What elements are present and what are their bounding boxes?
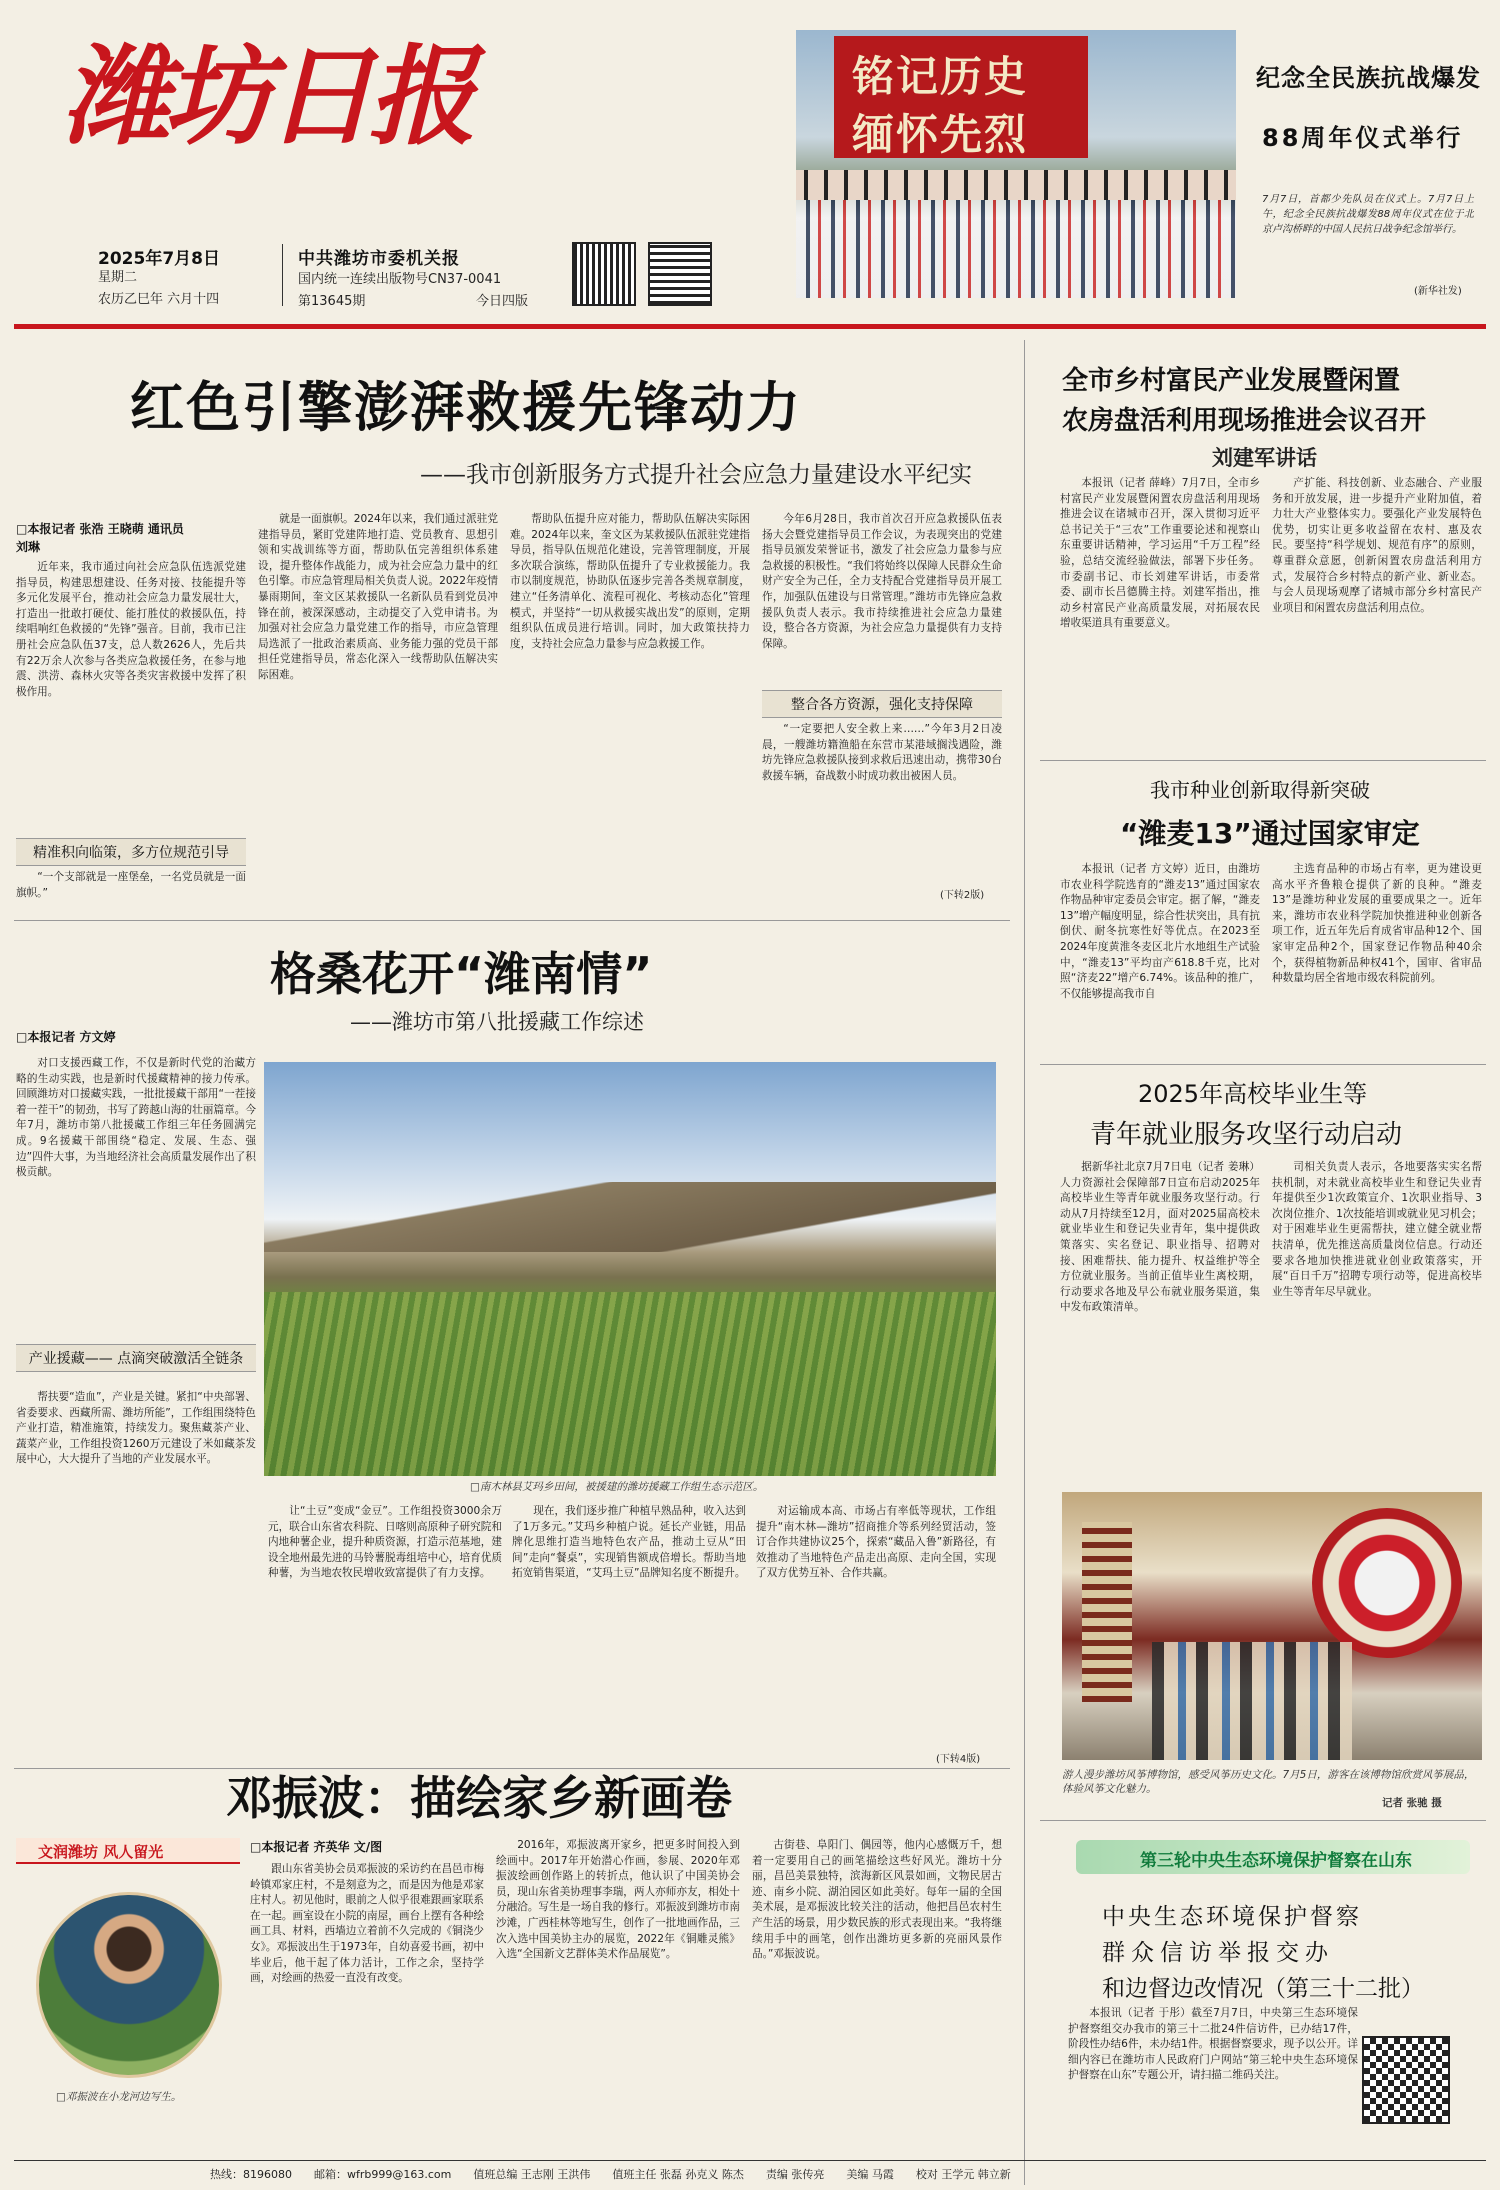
qr-code-icon[interactable] [572,242,636,306]
footer-rule [14,2160,1486,2161]
masthead-rule [14,324,1486,329]
masthead-organ: 中共潍坊市委机关报 [298,249,460,269]
lead-section-1: 精准积向临策，多方位规范引导 [16,838,246,866]
tibet-photo-caption: □南木林县艾玛乡田间，被援建的潍坊援藏工作组生态示范区。 [470,1481,764,1493]
lead-col-4b: “一定要把人安全救上来……”今年3月2日凌晨，一艘潍坊籍渔船在东营市某港域搁浅遇险，潍坊先锋应急救援队接到求救后迅速出动，携带30台救援车辆，奋战数小时成功救出被困人员。 [762,723,1002,782]
inspection-headline[interactable]: 中央生态环境保护督察 [1102,1904,1362,1930]
artist-byline: □本报记者 齐英华 文/图 [250,1840,383,1854]
museum-credit: 记者 张驰 摄 [1382,1797,1442,1809]
top-news-headline[interactable]: 88周年仪式举行 [1262,124,1464,152]
top-news-headline[interactable]: 纪念全民族抗战爆发 [1256,64,1481,92]
tibet-col-4: 对运输成本高、市场占有率低等现状，工作组提升“南木林—潍坊”招商推介等系列经贸活动，签订合作共建协议25个，探索“藏品入鲁”新路径，有效推动了当地特色产品走出高原、走向全国，实现了双方优势互补、合作共赢。 [756,1505,996,1580]
column-divider [1024,340,1025,2185]
tibet-continued: (下转4版) [936,1754,981,1765]
inspection-headline[interactable]: 群众信访举报交办 [1102,1940,1334,1966]
artist-headline[interactable]: 邓振波：描绘家乡新画卷 [226,1771,732,1825]
wheat-headline[interactable]: “潍麦13”通过国家审定 [1120,817,1420,850]
employment-headline[interactable]: 青年就业服务攻坚行动启动 [1090,1120,1403,1150]
right-top-headline[interactable]: 农房盘活利用现场推进会议召开 [1062,406,1427,436]
museum-photo [1062,1492,1482,1760]
lead-col-3: 帮助队伍提升应对能力，帮助队伍解决实际困难。2024年以来，奎文区为某救援队伍派驻党建指导员，指导队伍规范化建设，完善管理制度，开展多次联合演练，帮助队伍提升了专业救援能力。我市以制度规范，协助队伍逐步完善各类规章制度，建立“任务清单化、流程可视化、考核动态化”管理模式，并坚持“一切从救援实战出发”的原则，定期组织队伍成员进行培训。同时，加大政策扶持力度，支持社会应急力量参与应急救援工作。 [510,513,750,650]
masthead-divider [282,244,283,306]
tibet-col-1b: 帮扶要“造血”，产业是关键。紧扣“中央部署、省委要求、西藏所需、潍坊所能”，工作组围绕特色产业打造，精准施策，持续发力。聚焦藏茶产业、蔬菜产业，工作组投资1260万元建设了米如藏茶发展中心，大大提升了当地的产业发展水平。 [16,1391,256,1466]
lead-section-2: 整合各方资源，强化支持保障 [762,690,1002,718]
masthead-issue: 第13645期 [298,294,366,309]
top-news-body: 7月7日，首都少先队员在仪式上。7月7日上午，纪念全民族抗战爆发88周年仪式在位于北京卢沟桥畔的中国人民抗日战争纪念馆举行。 [1262,194,1474,235]
wheat-kicker[interactable]: 我市种业创新取得新突破 [1150,778,1370,802]
artist-col-3: 古街巷、阜阳门、偶园等，他内心感慨万千，想着一定要用自己的画笔描绘这些好风光。潍坊十分丽，昌邑美景独特，滨海新区风景如画，文物民居古迹、南乡小院、湖泊园区如此美好。每年一届的全国美术展，是邓振波比较关注的活动，他把昌邑农村生产生活的场景，用少数民族的形式表现出来。“我将继续用手中的画笔，创作出潍坊更多新的亮丽风景作品。”邓振波说。 [752,1839,1002,1961]
qr-code-icon[interactable] [648,242,712,306]
masthead-lunar: 农历乙巳年 六月十四 [98,292,220,307]
masthead-date: 2025年7月8日 [98,249,220,269]
tibet-section-1: 产业援藏—— 点滴突破激活全链条 [16,1344,256,1372]
qr-code-icon[interactable] [1362,2036,1450,2124]
artist-col-2: 2016年，邓振波离开家乡，把更多时间投入到绘画中。2017年开始潜心作画，参展、2020年邓振波绘画创作路上的转折点，他认识了中国美协会员，现山东省美协理事李瑞，两人亦师亦友，相处十分融洽。写生是一场自我的修行。邓振波到潍坊市南沙滩，广西桂林等地写生，创作了一批地画作品，三次入选中国美协主办的展览，2022年《铜雕灵熊》入选“全国新文艺群体美术作品展览”。 [496,1839,740,1961]
top-news-source: (新华社发) [1414,286,1462,297]
masthead-pages: 今日四版 [476,294,529,309]
lead-col-4: 今年6月28日，我市首次召开应急救援队伍表扬大会暨党建指导员工作会议，为表现突出的党建指导员颁发荣誉证书，激发了社会应急力量参与应急救援的积极性。“我们将始终以保障人民群众生命财产安全为己任，全力支持配合党建指导员开展工作，加强队伍建设与日常管理。”潍坊市先锋应急救援队负责人表示。我市持续推进社会应急力量建设，整合各方资源，为社会应急力量提供有力支持保障。 [762,513,1002,650]
top-news-photo-text: 铭记历史 [852,52,1029,101]
lead-col-2: 就是一面旗帜。2024年以来，我们通过派驻党建指导员，紧盯党建阵地打造、党员教育、思想引领和实战训练等方面，帮助队伍完善组织体系建设，提升整体作战能力，成为社会应急力量中的红色引擎。市应急管理局相关负责人说。2022年疫情暴雨期间，奎文区某救援队一名新队员看到党员冲锋在前，被深深感动，主动提交了入党申请书。为加强对社会应急力量党建工作的指导，市应急管理局选派了一批政治素质高、业务能力强的党员干部担任党建指导员，常态化深入一线帮助队伍解决实际困难。 [258,513,498,681]
lead-col-1: 近年来，我市通过向社会应急队伍选派党建指导员，构建思想建设、任务对接、技能提升等多元化发展平台，推动社会应急力量发展壮大，打造出一批敢打硬仗、能打胜仗的救援队伍，持续唱响红色救援的“先锋”强音。目前，我市已注册社会应急队伍37支，总人数2626人，先后共有22万余人次参与各类应急救援任务，在参与地震、洪涝、森林火灾等各类灾害救援中发挥了积极作用。 [16,561,246,698]
employment-col-2: 司相关负责人表示，各地要落实实名帮扶机制，对未就业高校毕业生和登记失业青年提供至少1次政策宣介、1次职业指导、3次岗位推介、1次技能培训或就业见习机会；对于困难毕业生更需帮扶，建立健全就业帮扶清单，优先推送高质量岗位信息。行动还要求各地加快推进就业创业政策落实，开展“百日千万”招聘专项行动等，促进高校毕业生等青年尽早就业。 [1272,1161,1482,1298]
lead-col-1b: “一个支部就是一座堡垒，一名党员就是一面旗帜。” [16,871,246,899]
section-rule [14,920,1010,921]
artist-badge-text: 文润潍坊 风人留光 [38,1843,164,1861]
footer-info: 热线：8196080 邮箱：wfrb999@163.com 值班总编 王志刚 王洪伟 值班主任 张磊 孙克义 陈杰 责编 张传亮 美编 马霞 校对 王学元 韩立新 [210,2168,1011,2181]
lead-continued: (下转2版) [940,890,985,901]
masthead-weekday: 星期二 [98,270,138,285]
tibet-col-2: 让“土豆”变成“金豆”。工作组投资3000余万元，联合山东省农科院、日喀则高原种子研究院和内地种薯企业，提升种质资源，打造示范基地，建设全地州最先进的马铃薯脱毒组培中心，培育优质种薯，为当地农牧民增收致富提供了有力支撑。 [268,1505,502,1580]
tibet-col-1: 对口支援西藏工作，不仅是新时代党的治藏方略的生动实践，也是新时代援藏精神的接力传承。回顾潍坊对口援藏实践，一批批援藏干部用“一茬接着一茬干”的韧劲，书写了跨越山海的壮丽篇章。今年7月，潍坊市第八批援藏工作组三年任务圆满完成。9名援藏干部围绕“稳定、发展、生态、强边”四件大事，为当地经济社会高质量发展作出了积极贡献。 [16,1057,256,1179]
wheat-col-1: 本报讯（记者 方文婷）近日，由潍坊市农业科学院选育的“潍麦13”通过国家农作物品种审定委员会审定。据了解，“潍麦13”增产幅度明显，综合性状突出，具有抗倒伏、耐冬抗寒性好等优点。在2023至2024年度黄淮冬麦区北片水地组生产试验中，“潍麦13”平均亩产618.8千克，比对照“济麦22”增产6.74%。该品种的推广，不仅能够提高我市自 [1060,863,1260,1000]
masthead-serial: 国内统一连续出版物号CN37-0041 [298,272,502,287]
masthead-title: 潍坊日报 [62,34,471,160]
section-rule [1040,1064,1486,1065]
right-top-headline[interactable]: 全市乡村富民产业发展暨闲置 [1062,366,1401,396]
lead-subhead: ——我市创新服务方式提升社会应急力量建设水平纪实 [420,462,972,488]
right-top-subhead: 刘建军讲话 [1212,446,1317,470]
tibet-byline: □本报记者 方文婷 [16,1030,116,1044]
tibet-subhead: ——潍坊市第八批援藏工作综述 [350,1010,644,1034]
lead-headline[interactable]: 红色引擎澎湃救援先锋动力 [130,376,802,439]
inspection-banner-text: 第三轮中央生态环境保护督察在山东 [1140,1851,1412,1871]
wheat-col-2: 主选育品种的市场占有率，更为建设更高水平齐鲁粮仓提供了新的良种。“潍麦13”是潍坊种业发展的重要成果之一。近年来，潍坊市农业科学院加快推进种业创新各项工作，近五年先后育成省审品种12个、国家审定品种2个，国家登记作物品种40余个，获得植物新品种权41个，国审、省审品种数量均居全省地市级农科院前列。 [1272,863,1482,985]
right-top-col-1: 本报讯（记者 薛峰）7月7日，全市乡村富民产业发展暨闲置农房盘活利用现场推进会议在诸城市召开，深入贯彻习近平总书记关于“三农”工作重要论述和视察山东重要讲话精神，学习运用“千万工程”经验，总结交流经验做法，部署下步任务。市委副书记、市长刘建军讲话，市委常委、副市长吕德腾主持。刘建军指出，推动乡村富民产业高质量发展，对拓展农民增收渠道具有重要意义。 [1060,477,1260,630]
section-rule [1040,760,1486,761]
tibet-headline[interactable]: 格桑花开“潍南情” [270,947,653,1001]
artist-photo [36,1892,222,2078]
lead-byline: □本报记者 张浩 王晓萌 通讯员 刘琳 [16,522,184,554]
employment-col-1: 据新华社北京7月7日电（记者 姜琳）人力资源社会保障部7日宣布启动2025年高校毕业生等青年就业服务攻坚行动。行动从7月持续至12月，面对2025届高校未就业毕业生和登记失业青年，集中提供政策落实、实名登记、职业指导、招聘对接、困难帮扶、能力提升、权益维护等全方位就业服务。当前正值毕业生离校期，行动要求各地及早公布就业服务渠道，集中发布政策清单。 [1060,1161,1260,1314]
inspection-headline[interactable]: 和边督边改情况（第三十二批） [1102,1976,1424,2002]
tibet-photo [264,1062,996,1476]
artist-col-1: 跟山东省美协会员邓振波的采访约在昌邑市梅岭镇邓家庄村，不是刻意为之，而是因为他是邓家庄村人。初见他时，眼前之人似乎很难跟画家联系在一起。画室设在小院的南屋，画台上摆有各种绘画工具、材料，西墙边立着前不久完成的《铜浇少女》。邓振波出生于1973年，自幼喜爱书画，初中毕业后，他干起了体力活计，工作之余，坚持学画，对绘画的热爱一直没有改变。 [250,1863,484,1985]
tibet-col-3: 现在，我们逐步推广种植早熟品种，收入达到了1万多元。”艾玛乡种植户说。延长产业链，用品牌化思维打造当地特色农产品，推动土豆从“田间”走向“餐桌”，实现销售额成倍增长。帮助当地拓宽销售渠道，“艾玛土豆”品牌知名度不断提升。 [512,1505,746,1580]
top-news-photo-text: 缅怀先烈 [852,110,1029,159]
museum-caption: 游人漫步潍坊风筝博物馆，感受风筝历史文化。7月5日，游客在该博物馆欣赏风筝展品，体验风筝文化魅力。 [1062,1769,1475,1795]
artist-photo-caption: □邓振波在小龙河边写生。 [56,2091,182,2103]
inspection-body: 本报讯（记者 于彤）截至7月7日，中央第三生态环境保护督察组交办我市的第三十二批24件信访件，已办结17件，阶段性办结6件，未办结1件。根据督察要求，现予以公开。详细内容已在潍坊市人民政府门户网站“第三轮中央生态环境保护督察在山东”专题公开，请扫描二维码关注。 [1068,2007,1358,2082]
section-rule [1040,1820,1486,1821]
top-news-photo [796,30,1236,298]
employment-kicker[interactable]: 2025年高校毕业生等 [1138,1080,1368,1108]
right-top-col-2: 产扩能、科技创新、业态融合、产业服务和开放发展，进一步提升产业附加值，着力壮大产业整体实力。要强化产业发展特色优势，切实让更多收益留在农村、惠及农民。要坚持“科学规划、规范有序”的原则，尊重群众意愿，创新闲置农房盘活利用方式，发展符合乡村特点的新产业、新业态。与会人员现场观摩了诸城市部分乡村富民产业项目和闲置农房盘活利用点位。 [1272,477,1482,614]
